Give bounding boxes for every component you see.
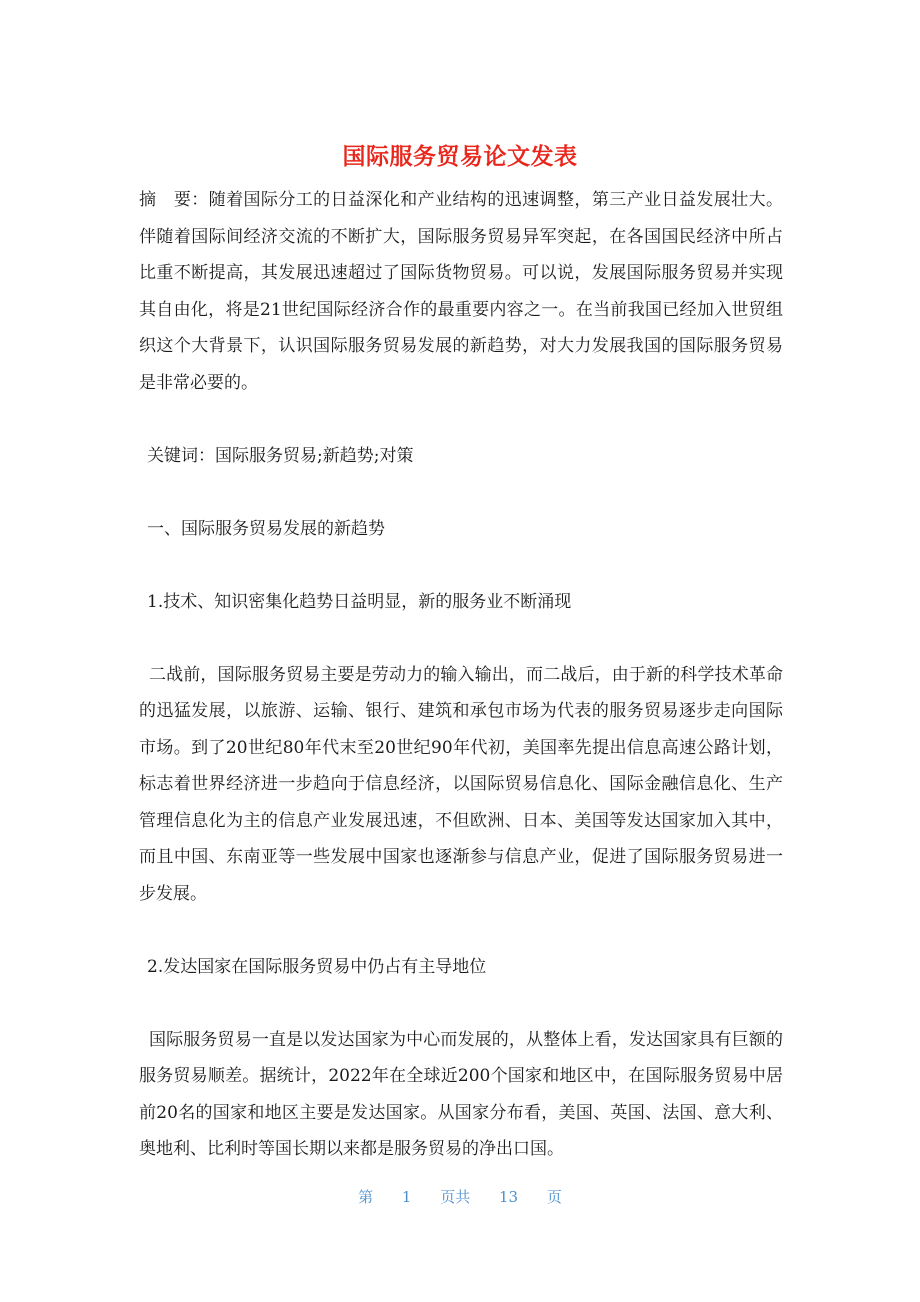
section-heading: 一、国际服务贸易发展的新趋势 <box>147 518 385 539</box>
subsection-heading-1: 1.技术、知识密集化趋势日益明显，新的服务业不断涌现 <box>147 591 572 612</box>
footer-total-pages: 13 <box>499 1188 519 1206</box>
paragraph-gap <box>139 401 783 438</box>
document-title: 国际服务贸易论文发表 <box>342 144 578 170</box>
footer-label-pages: 页 <box>546 1188 562 1206</box>
paragraph-gap <box>139 620 783 657</box>
document-body <box>139 182 783 1168</box>
paragraph-gap <box>139 547 783 584</box>
paragraph-gap <box>139 474 783 511</box>
body-paragraph-1: 二战前，国际服务贸易主要是劳动力的输入输出，而二战后，由于新的科学技术革命的迅猛发展，以旅游、运输、银行、建筑和承包市场为代表的服务贸易逐步走向国际市场。到了20世纪80年代末至20世纪90年代初，美国率先提出信息高速公路计划，标志着世界经济进一步趋向于信息经济，以国际贸易信息化、国际金融信息化、生产管理信息化为主的信息产业发展迅速，不但欧洲、日本、美国等发达国家加入其中，而且中国、东南亚等一些发展中国家也逐渐参与信息产业，促进了国际服务贸易进一步发展。 <box>139 664 783 904</box>
footer-current-page: 1 <box>401 1188 412 1206</box>
footer-label-page: 第 <box>358 1188 374 1206</box>
page-footer <box>0 1186 920 1208</box>
subsection-heading-2: 2.发达国家在国际服务贸易中仍占有主导地位 <box>147 956 487 977</box>
body-paragraph-2: 国际服务贸易一直是以发达国家为中心而发展的，从整体上看，发达国家具有巨额的服务贸易顺差。据统计，2022年在全球近200个国家和地区中，在国际服务贸易中居前20名的国家和地区主要是发达国家。从国家分布看，美国、英国、法国、意大利、奥地利、比利时等国长期以来都是服务贸易的净出口国。 <box>139 1029 783 1159</box>
footer-label-of: 页共 <box>440 1188 471 1206</box>
paragraph-gap <box>139 985 783 1022</box>
keywords-line: 关键词：国际服务贸易;新趋势;对策 <box>147 445 414 466</box>
abstract-paragraph: 摘 要：随着国际分工的日益深化和产业结构的迅速调整，第三产业日益发展壮大。伴随着国际间经济交流的不断扩大，国际服务贸易异军突起，在各国国民经济中所占比重不断提高，其发展迅速超过了国际货物贸易。可以说，发展国际服务贸易并实现其自由化，将是21世纪国际经济合作的最重要内容之一。在当前我国已经加入世贸组织这个大背景下，认识国际服务贸易发展的新趋势，对大力发展我国的国际服务贸易是非常必要的。 <box>139 190 783 393</box>
paragraph-gap <box>139 912 783 949</box>
